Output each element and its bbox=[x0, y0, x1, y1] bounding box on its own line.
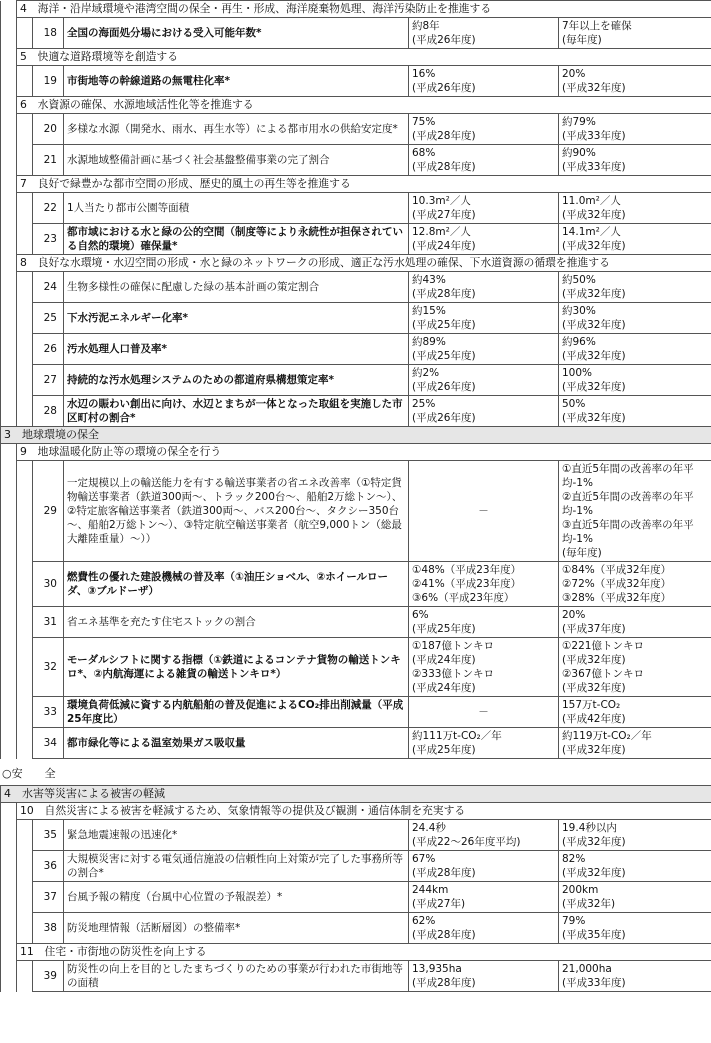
indent-cell bbox=[17, 334, 33, 365]
target-value: 約96% (平成32年度) bbox=[559, 334, 711, 365]
indicator-text: 汚水処理人口普及率* bbox=[64, 334, 409, 365]
indicator-number: 38 bbox=[33, 913, 64, 944]
indicator-number: 37 bbox=[33, 882, 64, 913]
indicator-row bbox=[1, 820, 711, 851]
indicator-text: モーダルシフトに関する指標（①鉄道によるコンテナ貨物の輸送トンキロ*、②内航海運による雑貨の輸送トンキロ*） bbox=[64, 638, 409, 697]
section-label-safety: ○安 全 bbox=[2, 767, 56, 780]
indent-cell bbox=[1, 728, 17, 759]
current-value: 約2% (平成26年度) bbox=[409, 365, 559, 396]
indent-cell bbox=[17, 697, 33, 728]
indicator-row bbox=[1, 882, 711, 913]
policy-goal-row bbox=[1, 97, 711, 114]
indicator-row bbox=[1, 224, 711, 255]
indent-cell bbox=[1, 803, 17, 820]
indicator-text: 防災地理情報（活断層図）の整備率* bbox=[64, 913, 409, 944]
indent-cell bbox=[1, 396, 17, 427]
target-value: ①84%（平成32年度） ②72%（平成32年度） ③28%（平成32年度） bbox=[559, 562, 711, 607]
current-value: 13,935ha (平成28年度) bbox=[409, 961, 559, 992]
indent-cell bbox=[17, 396, 33, 427]
target-value: 19.4秒以内 (平成32年度) bbox=[559, 820, 711, 851]
indent-cell bbox=[1, 97, 17, 114]
indent-cell bbox=[1, 913, 17, 944]
current-value: 24.4秒 (平成22～26年度平均) bbox=[409, 820, 559, 851]
current-value: 10.3m²／人 (平成27年度) bbox=[409, 193, 559, 224]
current-value: 約8年 (平成26年度) bbox=[409, 18, 559, 49]
policy-goal-heading: 5 快適な道路環境等を創造する bbox=[17, 49, 711, 66]
indicator-number: 29 bbox=[33, 461, 64, 562]
indicator-number: 25 bbox=[33, 303, 64, 334]
policy-goal-heading: 10 自然災害による被害を軽減するため、気象情報等の提供及び観測・通信体制を充実する bbox=[17, 803, 711, 820]
indent-cell bbox=[17, 638, 33, 697]
indent-cell bbox=[1, 224, 17, 255]
indicator-table-safety bbox=[0, 785, 711, 992]
indicator-row bbox=[1, 114, 711, 145]
current-value: － bbox=[409, 697, 559, 728]
indent-cell bbox=[1, 365, 17, 396]
target-value: 約90% (平成33年度) bbox=[559, 145, 711, 176]
target-value: 7年以上を確保 (毎年度) bbox=[559, 18, 711, 49]
policy-goal-heading: 11 住宅・市街地の防災性を向上する bbox=[17, 944, 711, 961]
indicator-number: 36 bbox=[33, 851, 64, 882]
indent-cell bbox=[17, 913, 33, 944]
indicator-row bbox=[1, 607, 711, 638]
indicator-number: 31 bbox=[33, 607, 64, 638]
target-value: ①直近5年間の改善率の年平均-1% ②直近5年間の改善率の年平均-1% ③直近5年間の改善率の年平均-1% (毎年度) bbox=[559, 461, 711, 562]
indicator-number: 34 bbox=[33, 728, 64, 759]
indicator-number: 18 bbox=[33, 18, 64, 49]
indent-cell bbox=[1, 66, 17, 97]
category-heading-row bbox=[1, 427, 711, 444]
target-value: 21,000ha (平成33年度) bbox=[559, 961, 711, 992]
indent-cell bbox=[17, 961, 33, 992]
indent-cell bbox=[17, 272, 33, 303]
indent-cell bbox=[1, 607, 17, 638]
current-value: 75% (平成28年度) bbox=[409, 114, 559, 145]
indicator-number: 21 bbox=[33, 145, 64, 176]
indicator-text: 省エネ基準を充たす住宅ストックの割合 bbox=[64, 607, 409, 638]
target-value: 79% (平成35年度) bbox=[559, 913, 711, 944]
indicator-row bbox=[1, 303, 711, 334]
target-value: 20% (平成32年度) bbox=[559, 66, 711, 97]
indent-cell bbox=[1, 114, 17, 145]
policy-goal-heading: 6 水資源の確保、水源地域活性化等を推進する bbox=[17, 97, 711, 114]
indent-cell bbox=[1, 697, 17, 728]
indicator-row bbox=[1, 365, 711, 396]
indicator-text: 全国の海面処分場における受入可能年数* bbox=[64, 18, 409, 49]
indent-cell bbox=[1, 851, 17, 882]
indicator-number: 20 bbox=[33, 114, 64, 145]
category-heading: 3 地球環境の保全 bbox=[1, 427, 711, 444]
indicator-row bbox=[1, 145, 711, 176]
indicator-text: 水源地域整備計画に基づく社会基盤整備事業の完了割合 bbox=[64, 145, 409, 176]
indent-cell bbox=[1, 193, 17, 224]
current-value: 25% (平成26年度) bbox=[409, 396, 559, 427]
policy-goal-row bbox=[1, 444, 711, 461]
indent-cell bbox=[17, 114, 33, 145]
target-value: 約79% (平成33年度) bbox=[559, 114, 711, 145]
indicator-row bbox=[1, 961, 711, 992]
indicator-row bbox=[1, 697, 711, 728]
indent-cell bbox=[1, 18, 17, 49]
indicator-number: 19 bbox=[33, 66, 64, 97]
target-value: 約119万t-CO₂／年 (平成32年度) bbox=[559, 728, 711, 759]
indent-cell bbox=[17, 607, 33, 638]
current-value: 16% (平成26年度) bbox=[409, 66, 559, 97]
indicator-number: 35 bbox=[33, 820, 64, 851]
indicator-text: 台風予報の精度（台風中心位置の予報誤差）* bbox=[64, 882, 409, 913]
indent-cell bbox=[17, 562, 33, 607]
indent-cell bbox=[17, 728, 33, 759]
indent-cell bbox=[1, 444, 17, 461]
policy-goal-heading: 4 海洋・沿岸域環境や港湾空間の保全・再生・形成、海洋廃棄物処理、海洋汚染防止を推進する bbox=[17, 1, 711, 18]
indent-cell bbox=[17, 193, 33, 224]
policy-goal-row bbox=[1, 803, 711, 820]
category-heading-row bbox=[1, 786, 711, 803]
indent-cell bbox=[1, 944, 17, 961]
policy-goal-row bbox=[1, 1, 711, 18]
indicator-text: 下水汚泥エネルギー化率* bbox=[64, 303, 409, 334]
indent-cell bbox=[17, 851, 33, 882]
indicator-row bbox=[1, 193, 711, 224]
current-value: 約15% (平成25年度) bbox=[409, 303, 559, 334]
indicator-row bbox=[1, 396, 711, 427]
indicator-row bbox=[1, 66, 711, 97]
indent-cell bbox=[1, 1, 17, 18]
indent-cell bbox=[1, 638, 17, 697]
indent-cell bbox=[1, 176, 17, 193]
target-value: 82% (平成32年度) bbox=[559, 851, 711, 882]
current-value: 67% (平成28年度) bbox=[409, 851, 559, 882]
target-value: 20% (平成37年度) bbox=[559, 607, 711, 638]
target-value: 157万t-CO₂ (平成42年度) bbox=[559, 697, 711, 728]
current-value: 68% (平成28年度) bbox=[409, 145, 559, 176]
current-value: － bbox=[409, 461, 559, 562]
target-value: 100% (平成32年度) bbox=[559, 365, 711, 396]
indent-cell bbox=[1, 562, 17, 607]
indicator-row bbox=[1, 562, 711, 607]
indicator-row bbox=[1, 461, 711, 562]
indent-cell bbox=[1, 49, 17, 66]
indicator-text: 1人当たり都市公園等面積 bbox=[64, 193, 409, 224]
indent-cell bbox=[1, 145, 17, 176]
current-value: 約43% (平成28年度) bbox=[409, 272, 559, 303]
policy-goal-row bbox=[1, 944, 711, 961]
indicator-text: 緊急地震速報の迅速化* bbox=[64, 820, 409, 851]
current-value: 約111万t-CO₂／年 (平成25年度) bbox=[409, 728, 559, 759]
policy-goal-row bbox=[1, 176, 711, 193]
indicator-text: 持続的な汚水処理システムのための都道府県構想策定率* bbox=[64, 365, 409, 396]
indicator-text: 水辺の賑わい創出に向け、水辺とまちが一体となった取組を実施した市区町村の割合* bbox=[64, 396, 409, 427]
indent-cell bbox=[1, 882, 17, 913]
current-value: 12.8m²／人 (平成24年度) bbox=[409, 224, 559, 255]
indicator-text: 一定規模以上の輸送能力を有する輸送事業者の省エネ改善率（①特定貨物輸送事業者（鉄道300両～、トラック200台～、船舶2万総トン～）、②特定旅客輸送事業者（鉄道300両～、バス200台～、タクシー350台～、船舶2万総トン～）、③特定航空輸送事業者（航空9,000トン（総最大離陸重量）～）） bbox=[64, 461, 409, 562]
policy-goal-heading: 8 良好な水環境・水辺空間の形成・水と緑のネットワークの形成、適正な汚水処理の確保、下水道資源の循環を推進する bbox=[17, 255, 711, 272]
current-value: 244km (平成27年) bbox=[409, 882, 559, 913]
current-value: 6% (平成25年度) bbox=[409, 607, 559, 638]
indent-cell bbox=[1, 461, 17, 562]
indent-cell bbox=[17, 882, 33, 913]
indicator-number: 39 bbox=[33, 961, 64, 992]
indent-cell bbox=[17, 18, 33, 49]
current-value: ①187億トンキロ (平成24年度) ②333億トンキロ (平成24年度) bbox=[409, 638, 559, 697]
current-value: ①48%（平成23年度） ②41%（平成23年度） ③6%（平成23年度） bbox=[409, 562, 559, 607]
indicator-number: 28 bbox=[33, 396, 64, 427]
target-value: ①221億トンキロ (平成32年度) ②367億トンキロ (平成32年度) bbox=[559, 638, 711, 697]
indent-cell bbox=[1, 272, 17, 303]
indicator-row bbox=[1, 638, 711, 697]
indicator-text: 多様な水源（開発水、雨水、再生水等）による都市用水の供給安定度* bbox=[64, 114, 409, 145]
indent-cell bbox=[1, 334, 17, 365]
indent-cell bbox=[17, 461, 33, 562]
indent-cell bbox=[1, 303, 17, 334]
indicator-text: 市街地等の幹線道路の無電柱化率* bbox=[64, 66, 409, 97]
indicator-text: 大規模災害に対する電気通信施設の信頼性向上対策が完了した事務所等の割合* bbox=[64, 851, 409, 882]
current-value: 62% (平成28年度) bbox=[409, 913, 559, 944]
policy-goal-row bbox=[1, 49, 711, 66]
indent-cell bbox=[17, 820, 33, 851]
indicator-number: 24 bbox=[33, 272, 64, 303]
indicator-number: 22 bbox=[33, 193, 64, 224]
indicator-number: 33 bbox=[33, 697, 64, 728]
indicator-row bbox=[1, 913, 711, 944]
indent-cell bbox=[17, 66, 33, 97]
indicator-number: 30 bbox=[33, 562, 64, 607]
indicator-text: 都市域における水と緑の公的空間（制度等により永続性が担保されている自然的環境）確保量* bbox=[64, 224, 409, 255]
target-value: 11.0m²／人 (平成32年度) bbox=[559, 193, 711, 224]
indent-cell bbox=[1, 961, 17, 992]
target-value: 50% (平成32年度) bbox=[559, 396, 711, 427]
indicator-number: 26 bbox=[33, 334, 64, 365]
indicator-text: 防災性の向上を目的としたまちづくりのための事業が行われた市街地等の面積 bbox=[64, 961, 409, 992]
indicator-row bbox=[1, 334, 711, 365]
current-value: 約89% (平成25年度) bbox=[409, 334, 559, 365]
indent-cell bbox=[1, 255, 17, 272]
indent-cell bbox=[17, 365, 33, 396]
category-heading: 4 水害等災害による被害の軽減 bbox=[1, 786, 711, 803]
indicator-text: 環境負荷低減に資する内航船舶の普及促進によるCO₂排出削減量（平成25年度比） bbox=[64, 697, 409, 728]
indicator-number: 23 bbox=[33, 224, 64, 255]
indicator-row bbox=[1, 728, 711, 759]
indent-cell bbox=[17, 145, 33, 176]
policy-goal-heading: 7 良好で緑豊かな都市空間の形成、歴史的風土の再生等を推進する bbox=[17, 176, 711, 193]
policy-goal-row bbox=[1, 255, 711, 272]
indent-cell bbox=[17, 303, 33, 334]
indicator-row bbox=[1, 272, 711, 303]
indent-cell bbox=[17, 224, 33, 255]
indicator-row bbox=[1, 18, 711, 49]
target-value: 約30% (平成32年度) bbox=[559, 303, 711, 334]
indicator-text: 都市緑化等による温室効果ガス吸収量 bbox=[64, 728, 409, 759]
target-value: 200km (平成32年) bbox=[559, 882, 711, 913]
indicator-number: 27 bbox=[33, 365, 64, 396]
indicator-text: 生物多様性の確保に配慮した緑の基本計画の策定割合 bbox=[64, 272, 409, 303]
policy-goal-heading: 9 地球温暖化防止等の環境の保全を行う bbox=[17, 444, 711, 461]
indent-cell bbox=[1, 820, 17, 851]
indicator-number: 32 bbox=[33, 638, 64, 697]
indicator-row bbox=[1, 851, 711, 882]
target-value: 14.1m²／人 (平成32年度) bbox=[559, 224, 711, 255]
target-value: 約50% (平成32年度) bbox=[559, 272, 711, 303]
indicator-text: 燃費性の優れた建設機械の普及率（①油圧ショベル、②ホイールローダ、③ブルドーザ） bbox=[64, 562, 409, 607]
